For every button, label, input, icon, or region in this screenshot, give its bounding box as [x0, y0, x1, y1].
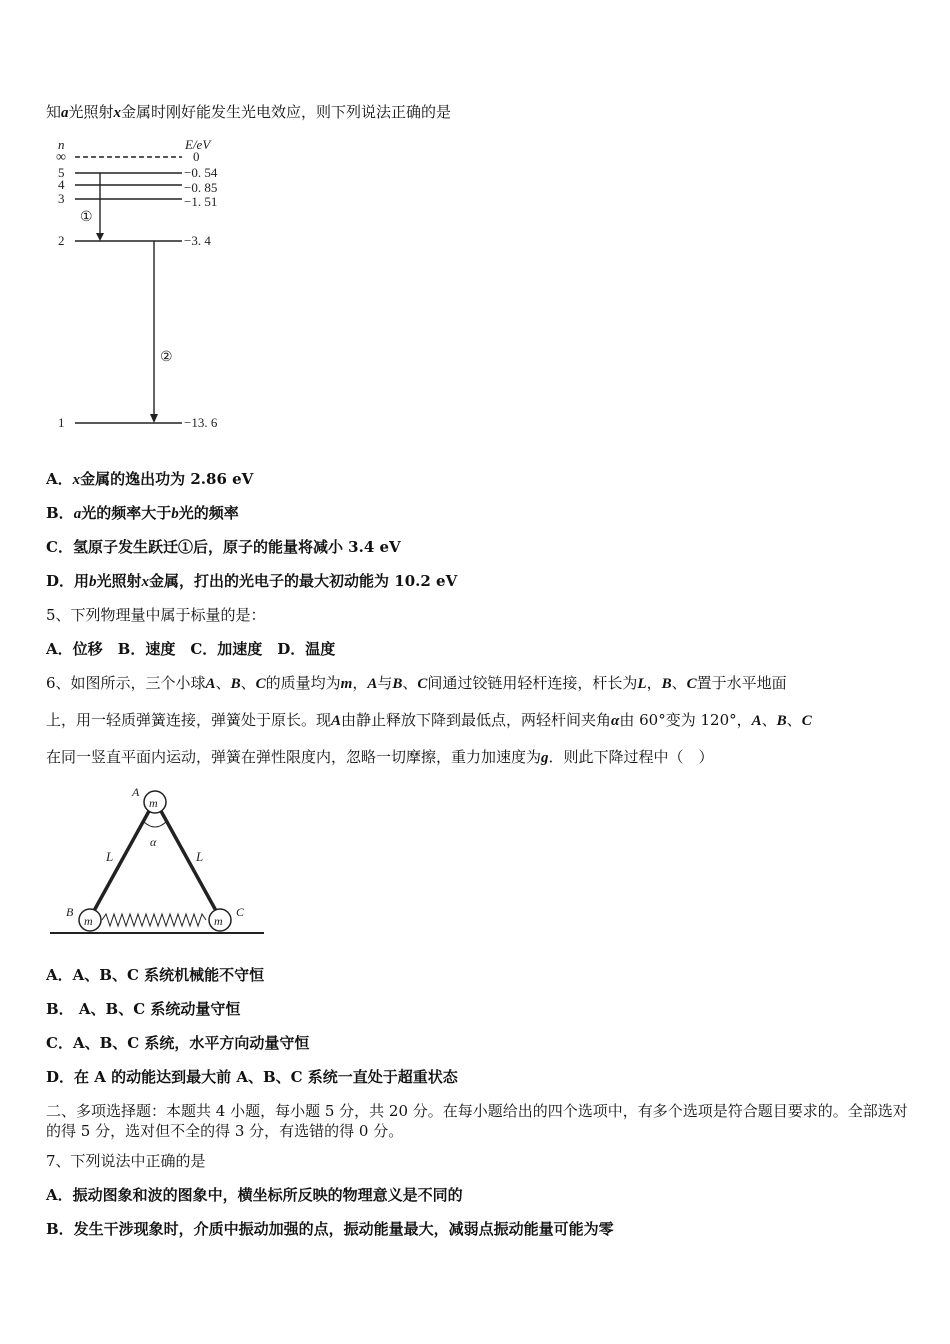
level-n-4: 4	[58, 177, 65, 192]
rod-left	[90, 802, 154, 918]
q6-option-c: C．A、B、C 系统，水平方向动量守恒	[46, 1034, 310, 1052]
q4-option-b	[46, 503, 239, 524]
q6-sep: 、	[215, 674, 231, 692]
var-C: C	[417, 676, 428, 692]
ball-c-mass: m	[214, 914, 223, 928]
q6-sep: 、	[240, 674, 256, 692]
intro-text-2: 光照射	[68, 103, 114, 121]
q6-stem-line-2	[46, 710, 812, 731]
q6-text: 置于水平地面	[696, 674, 787, 692]
option-b-prefix: B．	[46, 504, 74, 522]
level-n-3: 3	[58, 191, 65, 206]
level-n-2: 2	[58, 233, 65, 248]
intro-text-1: 知	[46, 103, 62, 121]
q6-option-a: A．A、B、C 系统机械能不守恒	[46, 966, 265, 984]
n-axis-label: n	[58, 137, 65, 152]
q6-sep: 、	[402, 674, 418, 692]
q6-sep: 、	[671, 674, 687, 692]
var-x: x	[141, 574, 150, 590]
transition-arrowhead-2	[150, 414, 158, 423]
angle-label: α	[150, 835, 157, 849]
option-b-text-1: 光的频率大于	[81, 504, 172, 522]
level-n-1: 1	[58, 415, 65, 430]
var-A: A	[367, 676, 378, 692]
var-x: x	[72, 472, 81, 488]
var-C: C	[255, 676, 266, 692]
q6-text: ，	[646, 674, 662, 692]
q4-option-d	[46, 571, 457, 592]
var-alpha: α	[611, 713, 620, 729]
q6-stem-line-3	[46, 747, 714, 768]
option-b-text-2: 光的频率	[178, 504, 239, 522]
q6-option-b: B． A、B、C 系统动量守恒	[46, 1000, 241, 1018]
level-e-inf: 0	[193, 149, 200, 164]
transition-label-2: ②	[160, 350, 173, 365]
option-c-text: 氢原子发生跃迁①后，原子的能量将减小 3.4 eV	[72, 538, 401, 556]
var-g: g	[541, 750, 549, 766]
q5-options: A．位移 B．速度 C．加速度 D．温度	[46, 640, 336, 658]
question-intro	[46, 102, 451, 123]
q6-text: 由静止释放下降到最低点，两轻杆间夹角	[341, 711, 612, 729]
option-d-text-2: 金属，打出的光电子的最大初动能为 10.2 eV	[149, 572, 458, 590]
var-A: A	[205, 676, 216, 692]
var-L: L	[637, 676, 647, 692]
option-a-text: 金属的逸出功为 2.86 eV	[80, 470, 254, 488]
q6-sep: 、	[786, 711, 802, 729]
ball-a-mass: m	[149, 796, 158, 810]
var-x: x	[113, 105, 122, 121]
q6-text: ．则此下降过程中（ ）	[548, 748, 714, 766]
q7-option-a: A．振动图象和波的图象中，横坐标所反映的物理意义是不同的	[46, 1186, 463, 1204]
q6-text: 上，用一轻质弹簧连接，弹簧处于原长。现	[46, 711, 332, 729]
var-b: b	[89, 574, 97, 590]
rod-left-label: L	[106, 849, 114, 864]
level-n-inf: ∞	[56, 150, 66, 165]
option-d-text-0: 用	[74, 572, 90, 590]
q6-text: 由 60°变为 120°，	[619, 711, 752, 729]
level-e-5: −0. 54	[184, 165, 218, 180]
level-n-5: 5	[58, 165, 65, 180]
ball-b-label: B	[66, 905, 74, 919]
var-B: B	[230, 676, 241, 692]
q6-text: 的质量均为	[265, 674, 341, 692]
level-e-3: −1. 51	[184, 194, 218, 209]
option-a-prefix: A．	[46, 470, 73, 488]
q7-option-b: B．发生干涉现象时，介质中振动加强的点，振动能量最大，减弱点振动能量可能为零	[46, 1220, 614, 1238]
rod-right	[156, 802, 220, 918]
energy-axis-label: E/eV	[185, 137, 211, 152]
option-d-text-1: 光照射	[96, 572, 142, 590]
angle-arc	[144, 822, 166, 827]
q4-option-a	[46, 469, 253, 490]
var-B: B	[392, 676, 403, 692]
spring	[102, 914, 206, 926]
intro-text-3: 金属时刚好能发生光电效应，则下列说法正确的是	[121, 103, 452, 121]
var-C: C	[801, 713, 812, 729]
q6-option-d: D．在 A 的动能达到最大前 A、B、C 系统一直处于超重状态	[46, 1068, 458, 1086]
triangle-spring-figure	[46, 784, 271, 939]
q6-sep: 、	[761, 711, 777, 729]
var-b: b	[171, 506, 179, 522]
ball-c-label: C	[236, 905, 245, 919]
var-C: C	[686, 676, 697, 692]
var-a: a	[73, 506, 82, 522]
level-e-2: −3. 4	[184, 233, 211, 248]
var-A: A	[751, 713, 762, 729]
q6-text: 间通过铰链用轻杆连接，杆长为	[427, 674, 638, 692]
q6-text: 在同一竖直平面内运动，弹簧在弹性限度内，忽略一切摩擦，重力加速度为	[46, 748, 542, 766]
q6-text: 与	[377, 674, 393, 692]
q6-text: ，	[352, 674, 368, 692]
transition-label-1: ①	[80, 210, 93, 225]
ball-b-mass: m	[84, 914, 93, 928]
rod-right-label: L	[196, 849, 204, 864]
var-B: B	[776, 713, 787, 729]
level-e-1: −13. 6	[184, 415, 218, 430]
var-a: a	[61, 105, 69, 121]
q5-stem: 5、下列物理量中属于标量的是：	[46, 606, 266, 624]
q6-text: 6、如图所示，三个小球	[46, 674, 206, 692]
energy-level-diagram	[50, 135, 250, 440]
level-e-4: −0. 85	[184, 180, 218, 195]
ball-a-label: A	[132, 785, 140, 799]
option-d-prefix: D．	[46, 572, 75, 590]
q6-stem-line-1	[46, 673, 787, 694]
var-m: m	[340, 676, 353, 692]
var-A: A	[331, 713, 342, 729]
option-c-prefix: C．	[46, 538, 73, 556]
transition-arrowhead-1	[96, 233, 104, 241]
q7-stem: 7、下列说法中正确的是	[46, 1152, 206, 1170]
q4-option-c	[46, 537, 401, 557]
section2-header: 二、多项选择题：本题共 4 小题，每小题 5 分，共 20 分。在每小题给出的四个选项中，有多个选项是符合题目要求的。全部选对的得 5 分，选对但不全的得 3 分，有选错的得 0 分。	[46, 1102, 908, 1140]
var-B: B	[661, 676, 672, 692]
